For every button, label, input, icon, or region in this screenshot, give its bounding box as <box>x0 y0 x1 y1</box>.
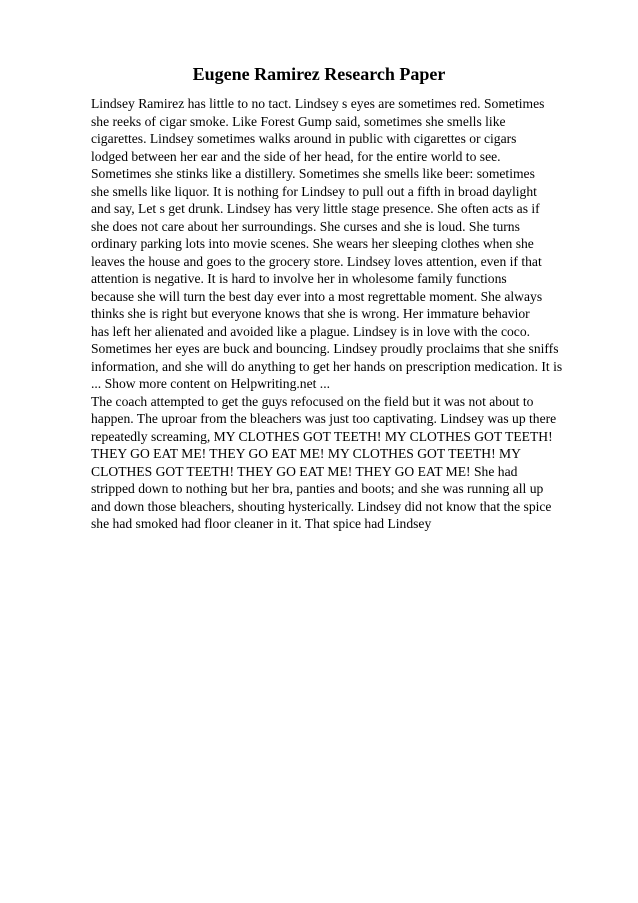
body-line: lodged between her ear and the side of her head, for the entire world to see. <box>91 148 501 164</box>
body-line: she had smoked had floor cleaner in it. That spice had Lindsey <box>91 516 432 531</box>
body-line: happen. The uproar from the bleachers was just too captivating. Lindsey was up there <box>91 411 557 426</box>
body-line: thinks she is right but everyone knows that she is wrong. Her immature behavior <box>91 306 530 321</box>
body-line: The coach attempted to get the guys refocused on the field but it was not about to <box>91 393 534 409</box>
body-line: Sometimes her eyes are buck and bouncing. Lindsey proudly proclaims that she sniffs <box>91 341 559 356</box>
body-line: information, and she will do anything to get her hands on prescription medication. It is <box>91 358 563 374</box>
body-line: Sometimes she stinks like a distillery. Sometimes she smells like beer: sometimes <box>91 166 535 181</box>
body-line: has left her alienated and avoided like a plague. Lindsey is in love with the coco. <box>91 323 531 339</box>
body-line: and say, Let s get drunk. Lindsey has very little stage presence. She often acts as if <box>91 201 540 216</box>
body-line: cigarettes. Lindsey sometimes walks around in public with cigarettes or cigars <box>91 131 517 146</box>
body-line: she reeks of cigar smoke. Like Forest Gump said, sometimes she smells like <box>91 113 506 129</box>
document-body <box>91 95 611 533</box>
body-line: Lindsey Ramirez has little to no tact. Lindsey s eyes are sometimes red. Sometimes <box>91 96 545 111</box>
show-more-link[interactable]: ... Show more content on Helpwriting.net ... <box>91 376 330 391</box>
body-line: THEY GO EAT ME! THEY GO EAT ME! MY CLOTHES GOT TEETH! MY <box>91 446 521 461</box>
body-line: she does not care about her surroundings. She curses and she is loud. She turns <box>91 218 520 234</box>
body-line: attention is negative. It is hard to involve her in wholesome family functions <box>91 271 507 286</box>
body-line: because she will turn the best day ever into a most regrettable moment. She always <box>91 288 543 304</box>
body-line: ordinary parking lots into movie scenes. She wears her sleeping clothes when she <box>91 236 534 251</box>
body-line: leaves the house and goes to the grocery store. Lindsey loves attention, even if that <box>91 253 542 269</box>
body-line: CLOTHES GOT TEETH! THEY GO EAT ME! THEY GO EAT ME! She had <box>91 463 518 479</box>
body-line: stripped down to nothing but her bra, panties and boots; and she was running all up <box>91 481 544 496</box>
document-title: Eugene Ramirez Research Paper <box>192 64 446 84</box>
body-line: repeatedly screaming, MY CLOTHES GOT TEETH! MY CLOTHES GOT TEETH! <box>91 428 553 444</box>
body-line: she smells like liquor. It is nothing for Lindsey to pull out a fifth in broad daylight <box>91 183 537 199</box>
body-line: and down those bleachers, shouting hysterically. Lindsey did not know that the spice <box>91 498 552 514</box>
